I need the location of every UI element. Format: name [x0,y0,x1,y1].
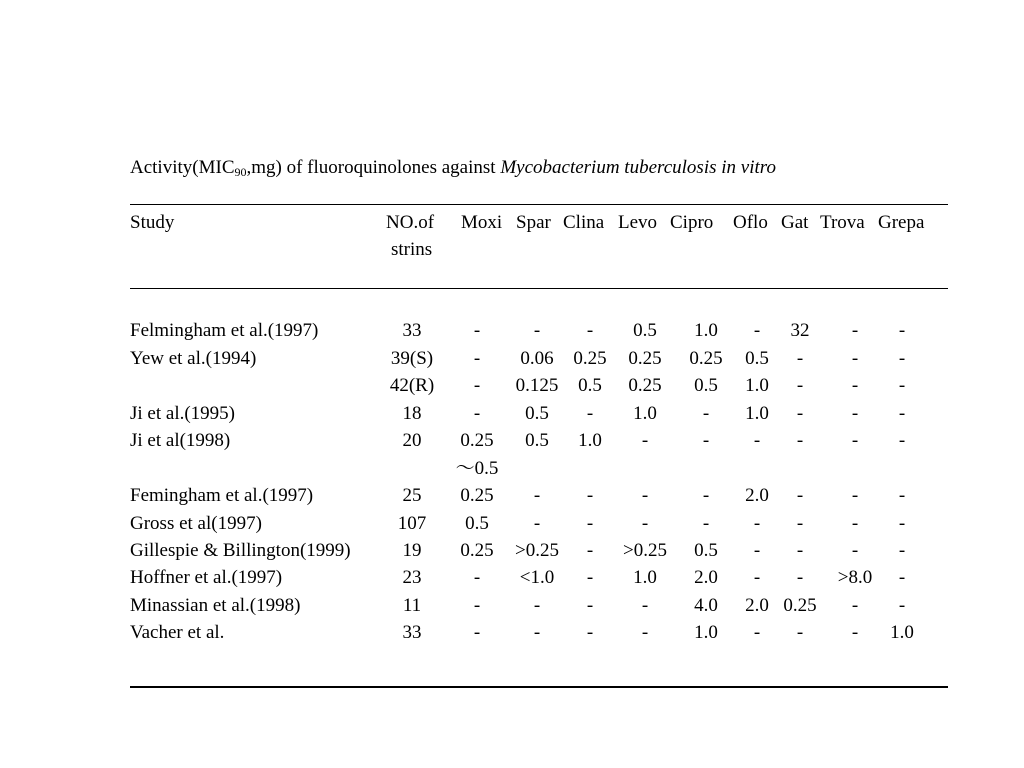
cell-grepa: - [898,375,906,396]
cell-gat: - [796,540,804,561]
cell-levo: 1.0 [633,567,657,588]
cell-clina: - [586,595,594,616]
cell-moxi: - [473,403,481,424]
cell-moxi: - [473,320,481,341]
cell-oflo: - [753,622,761,643]
cell-clina: - [586,622,594,643]
cell-gat: - [796,430,804,451]
cell-spar: <1.0 [519,567,555,588]
cell-clina: - [586,485,594,506]
cell-grepa: - [898,485,906,506]
cell-n: 18 [402,403,422,424]
cell-grepa: - [898,567,906,588]
cell-spar: - [533,513,541,534]
cell-study: Minassian et al.(1998) [130,595,301,616]
cell-cipro: 0.25 [689,348,723,369]
cell-gat: - [796,485,804,506]
cell-cipro: 2.0 [694,567,718,588]
cell-trova: >8.0 [837,567,873,588]
cell-trova: - [851,595,859,616]
cell-levo: >0.25 [623,540,667,561]
cell-oflo: - [753,567,761,588]
cell-n: 33 [402,320,422,341]
cell-clina: - [586,540,594,561]
cell-gat: - [796,348,804,369]
cell-grepa: 1.0 [890,622,914,643]
cell-spar: 0.06 [520,348,554,369]
cell-levo: - [641,430,649,451]
cell-oflo: 2.0 [745,595,769,616]
cell-trova: - [851,348,859,369]
cell-cipro: 1.0 [694,622,718,643]
cell-n: 39(S) [390,348,434,369]
cell-levo: 1.0 [633,403,657,424]
cell-n: 33 [402,622,422,643]
cell-study: Gillespie & Billington(1999) [130,540,351,561]
header-gat: Gat [781,212,809,233]
cell-clina: - [586,320,594,341]
cell-spar: - [533,485,541,506]
cell-grepa: - [898,320,906,341]
title-subscript: 90 [234,165,247,179]
cell-clina: - [586,567,594,588]
cell-study: Femingham et al.(1997) [130,485,314,506]
cell-oflo: 1.0 [745,403,769,424]
cell-trova: - [851,540,859,561]
cell-oflo: 1.0 [745,375,769,396]
cell-oflo: - [753,320,761,341]
cell-n: 19 [402,540,422,561]
cell-levo: - [641,513,649,534]
cell-clina: 1.0 [578,430,602,451]
cell-levo: 0.25 [628,348,662,369]
cell-grepa: - [898,513,906,534]
cell-levo: - [641,622,649,643]
cell-moxi: - [473,595,481,616]
header-levo: Levo [618,212,658,233]
cell-study: Felmingham et al.(1997) [130,320,319,341]
cell-cipro: - [702,513,710,534]
cell-study: Vacher et al. [130,622,225,643]
cell-oflo: 0.5 [745,348,769,369]
header-strins: strins [391,239,433,260]
cell-grepa: - [898,595,906,616]
cell-trova: - [851,622,859,643]
cell-clina: - [586,513,594,534]
cell-spar: - [533,320,541,341]
cell-grepa: - [898,403,906,424]
cell-gat: - [796,513,804,534]
cell-spar: 0.5 [525,430,549,451]
header-grepa: Grepa [878,212,925,233]
cell-gat: - [796,622,804,643]
cell-oflo: 2.0 [745,485,769,506]
title-middle: ,mg) of fluoroquinolones against [246,157,501,178]
cell-moxi: 0.25 [460,485,494,506]
cell-gat: - [796,403,804,424]
top-rule [130,204,948,205]
cell-cipro: 1.0 [694,320,718,341]
header-cipro: Cipro [670,212,714,233]
cell-gat: 32 [790,320,810,341]
cell-levo: - [641,485,649,506]
cell-moxi: - [473,567,481,588]
table-title [130,157,776,180]
cell-grepa: - [898,540,906,561]
cell-study: Ji et al.(1995) [130,403,236,424]
header-trova: Trova [820,212,865,233]
cell-n: 42(R) [389,375,435,396]
cell-gat: 0.25 [783,595,817,616]
cell-study: Yew et al.(1994) [130,348,257,369]
cell-grepa: - [898,430,906,451]
cell-levo: 0.25 [628,375,662,396]
cell-n: 11 [402,595,422,616]
cell-trova: - [851,513,859,534]
cell-spar: 0.125 [515,375,559,396]
cell-study: Hoffner et al.(1997) [130,567,283,588]
cell-clina: 0.5 [578,375,602,396]
cell-oflo: - [753,540,761,561]
cell-moxi: - [473,348,481,369]
cell-levo: - [641,595,649,616]
cell-oflo: - [753,513,761,534]
cell-study: Ji et al(1998) [130,430,231,451]
title-prefix: Activity(MIC [130,157,235,178]
cell-trova: - [851,430,859,451]
cell-moxi: 0.25 [460,540,494,561]
cell-moxi-range: ～0.5 [455,458,499,479]
cell-cipro: 0.5 [694,375,718,396]
header-oflo: Oflo [733,212,768,233]
title-organism: Mycobacterium tuberculosis in vitro [500,157,776,178]
cell-trova: - [851,375,859,396]
cell-moxi: - [473,375,481,396]
cell-spar: 0.5 [525,403,549,424]
cell-trova: - [851,403,859,424]
cell-n: 23 [402,567,422,588]
cell-oflo: - [753,430,761,451]
cell-clina: - [586,403,594,424]
cell-n: 107 [397,513,427,534]
cell-cipro: - [702,485,710,506]
cell-study: Gross et al(1997) [130,513,262,534]
cell-grepa: - [898,348,906,369]
bottom-rule [130,686,948,688]
cell-gat: - [796,375,804,396]
cell-cipro: 0.5 [694,540,718,561]
header-no-of: NO.of [386,212,435,233]
cell-cipro: - [702,430,710,451]
cell-spar: >0.25 [515,540,559,561]
cell-n: 20 [402,430,422,451]
header-rule [130,288,948,289]
cell-spar: - [533,622,541,643]
cell-n: 25 [402,485,422,506]
cell-levo: 0.5 [633,320,657,341]
cell-spar: - [533,595,541,616]
cell-moxi: - [473,622,481,643]
cell-cipro: 4.0 [694,595,718,616]
header-moxi: Moxi [461,212,503,233]
header-study: Study [130,212,175,233]
cell-trova: - [851,485,859,506]
header-spar: Spar [516,212,551,233]
cell-cipro: - [702,403,710,424]
cell-trova: - [851,320,859,341]
cell-moxi: 0.5 [465,513,489,534]
cell-gat: - [796,567,804,588]
cell-clina: 0.25 [573,348,607,369]
cell-moxi: 0.25 [460,430,494,451]
header-clina: Clina [563,212,605,233]
